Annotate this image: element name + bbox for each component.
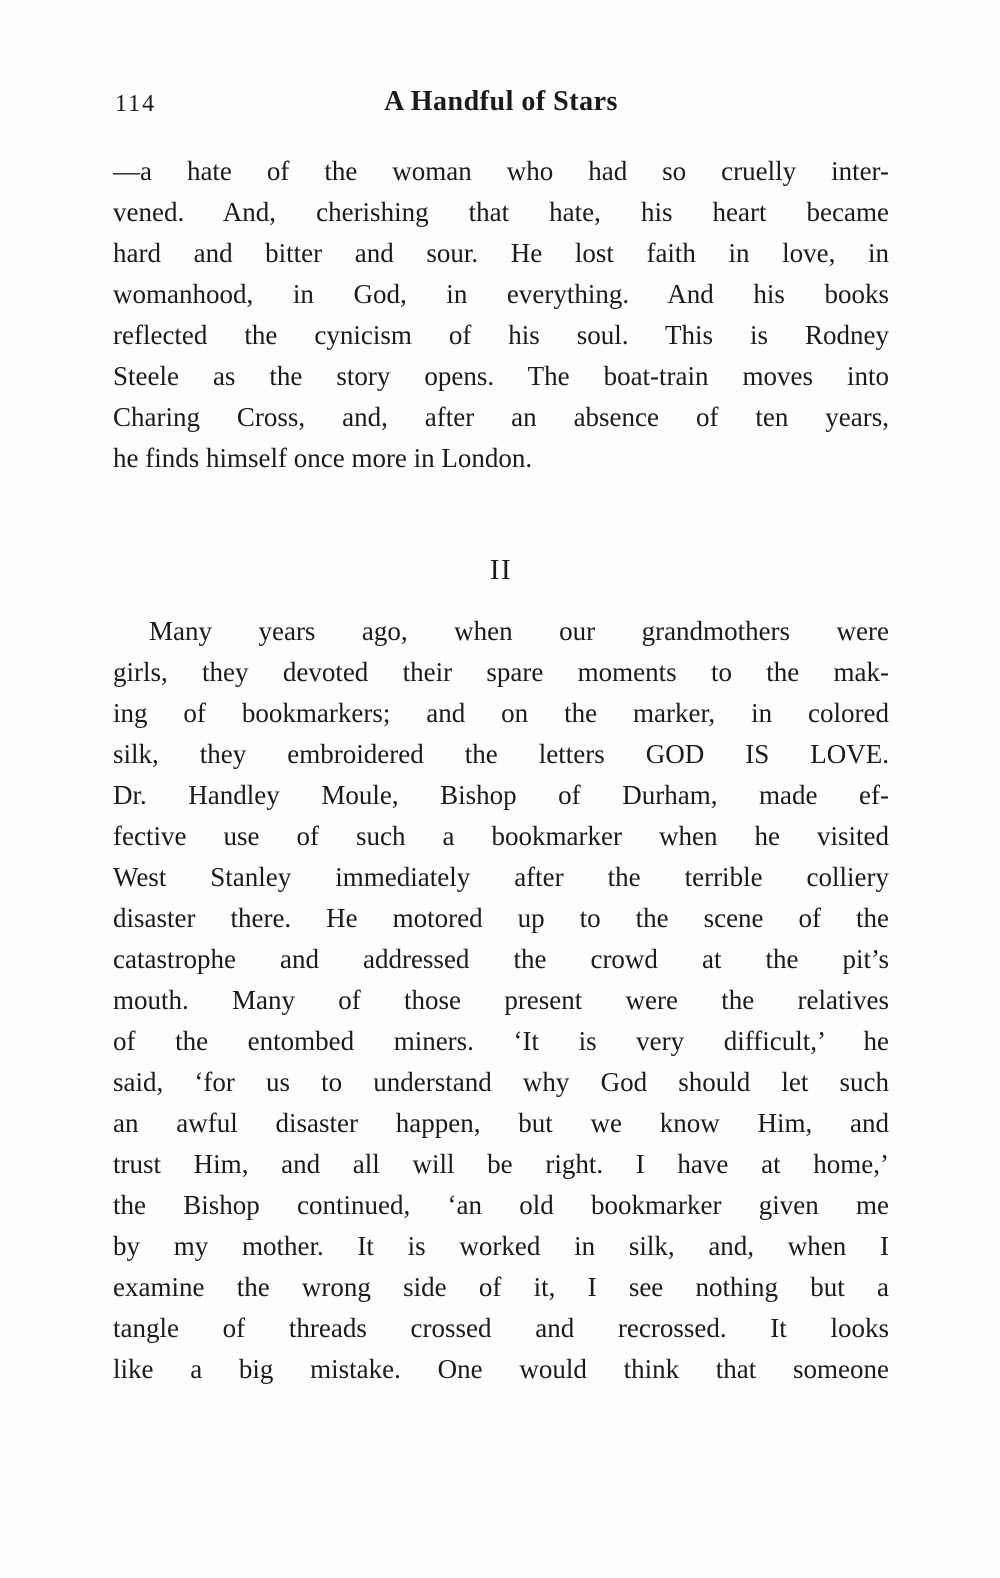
paragraph-2 [113, 611, 889, 1390]
text-line: examine the wrong side of it, I see nothing but a [113, 1272, 889, 1302]
text-column [113, 0, 889, 1390]
text-line: disaster there. He motored up to the scene of the [113, 903, 889, 933]
text-line: —a hate of the woman who had so cruelly inter- [113, 156, 889, 186]
page-number: 114 [115, 91, 157, 117]
text-line: said, ‘for us to understand why God should let such [113, 1067, 889, 1097]
text-line: the Bishop continued, ‘an old bookmarker given me [113, 1190, 889, 1220]
text-line: Many years ago, when our grandmothers were [149, 616, 889, 646]
text-line: like a big mistake. One would think that someone [113, 1354, 889, 1384]
text-line: silk, they embroidered the letters GOD IS LOVE. [113, 739, 889, 769]
text-line: an awful disaster happen, but we know Him, and [113, 1108, 889, 1138]
running-title: A Handful of Stars [384, 86, 618, 117]
text-line: trust Him, and all will be right. I have at home,’ [113, 1149, 889, 1179]
text-line: fective use of such a bookmarker when he visited [113, 821, 889, 851]
text-line: womanhood, in God, in everything. And his books [113, 279, 889, 309]
text-line: reflected the cynicism of his soul. This is Rodney [113, 320, 889, 350]
text-line: Charing Cross, and, after an absence of ten years, [113, 402, 889, 432]
text-line: West Stanley immediately after the terrible colliery [113, 862, 889, 892]
page-header [113, 84, 889, 120]
section-heading: II [489, 554, 513, 586]
text-line: mouth. Many of those present were the relatives [113, 985, 889, 1015]
text-line: girls, they devoted their spare moments to the mak- [113, 657, 889, 687]
text-line: catastrophe and addressed the crowd at the pit’s [113, 944, 889, 974]
text-line: hard and bitter and sour. He lost faith in love, in [113, 238, 889, 268]
text-line: Steele as the story opens. The boat-train moves into [113, 361, 889, 391]
text-line: of the entombed miners. ‘It is very difficult,’ he [113, 1026, 889, 1056]
text-line: ing of bookmarkers; and on the marker, in colored [113, 698, 889, 728]
paragraph-1 [113, 151, 889, 479]
text-line: he finds himself once more in London. [113, 443, 533, 473]
text-line: Dr. Handley Moule, Bishop of Durham, made ef- [113, 780, 889, 810]
text-line: vened. And, cherishing that hate, his heart became [113, 197, 889, 227]
text-line: by my mother. It is worked in silk, and, when I [113, 1231, 889, 1261]
text-line: tangle of threads crossed and recrossed. It looks [113, 1313, 889, 1343]
